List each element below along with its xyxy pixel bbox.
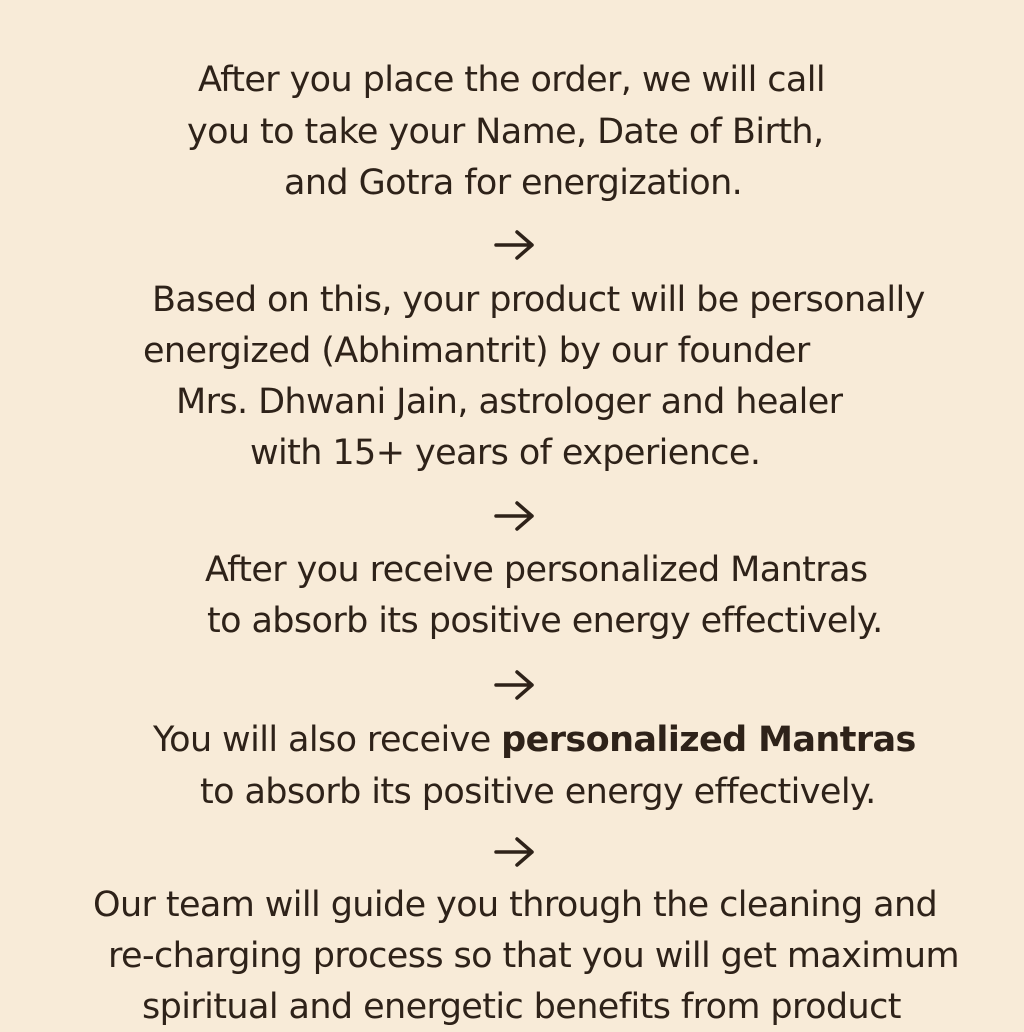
step-5-line-1: Our team will guide you through the cleaning and	[93, 885, 938, 925]
arrow-right-icon	[494, 835, 538, 869]
step-3-line-1: After you receive personalized Mantras	[205, 550, 868, 590]
step-2-line-2: energized (Abhimantrit) by our founder	[143, 331, 810, 371]
step-1-line-2: you to take your Name, Date of Birth,	[187, 112, 824, 152]
arrow-right-icon	[494, 499, 538, 533]
step-5-line-3: spiritual and energetic benefits from product	[142, 987, 901, 1027]
step-1-line-1: After you place the order, we will call	[198, 60, 825, 100]
step-4-line-1	[153, 715, 916, 765]
step-2-line-3: Mrs. Dhwani Jain, astrologer and healer	[176, 382, 843, 422]
step-5-line-2: re-charging process so that you will get maximum	[108, 936, 960, 976]
step-2-line-4: with 15+ years of experience.	[250, 433, 761, 473]
step-4-line-1-text: You will also receive	[153, 720, 502, 760]
step-4-highlight: personalized Mantras	[501, 720, 916, 760]
step-4-line-2: to absorb its positive energy effectively.	[200, 772, 876, 812]
arrow-right-icon	[494, 228, 538, 262]
step-2-line-1: Based on this, your product will be personally	[152, 280, 925, 320]
step-3-line-2: to absorb its positive energy effectively.	[207, 601, 883, 641]
arrow-right-icon	[494, 668, 538, 702]
step-1-line-3: and Gotra for energization.	[284, 163, 743, 203]
